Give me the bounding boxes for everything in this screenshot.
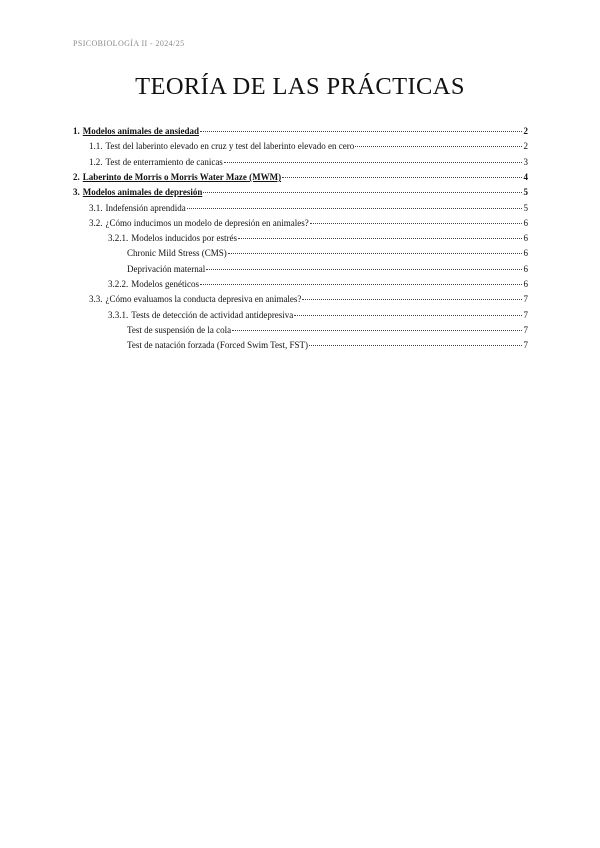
toc-dot-leader <box>228 244 522 254</box>
toc-entry-number: 1.2. <box>89 156 103 167</box>
toc-entry-title: ¿Cómo inducimos un modelo de depresión en animales? <box>105 217 309 228</box>
toc-page-number: 5 <box>523 187 528 198</box>
toc-dot-leader <box>302 290 522 300</box>
toc-entry-title: Deprivación maternal <box>127 263 206 274</box>
toc-entry-number: 3.2.2. <box>108 279 129 289</box>
toc-dot-leader <box>200 122 522 132</box>
toc-dot-leader <box>200 275 522 285</box>
toc-entry[interactable] <box>73 262 528 275</box>
toc-entry[interactable] <box>73 338 528 351</box>
toc-page-number: 7 <box>523 294 528 305</box>
toc-page-number: 5 <box>523 202 528 213</box>
toc-entry[interactable] <box>73 231 528 244</box>
toc-entry[interactable] <box>73 216 528 229</box>
toc-dot-leader <box>206 260 522 270</box>
toc-entry-title: Test del laberinto elevado en cruz y test del laberinto elevado en cero <box>105 141 355 152</box>
toc-dot-leader <box>203 183 522 193</box>
toc-dot-leader <box>309 336 522 346</box>
toc-entry-number: 3.3.1. <box>108 309 129 320</box>
toc-entry[interactable] <box>73 185 528 198</box>
toc-entry-number: 2. <box>73 171 80 182</box>
toc-entry-title: Modelos animales de ansiedad <box>82 126 200 136</box>
toc-page-number: 7 <box>523 324 528 335</box>
toc-entry[interactable] <box>73 124 528 137</box>
toc-dot-leader <box>310 214 522 224</box>
toc-page-number: 6 <box>523 233 528 244</box>
toc-entry-number: 3.2. <box>89 217 103 228</box>
toc-dot-leader <box>294 306 522 316</box>
toc-entry[interactable] <box>73 170 528 183</box>
toc-dot-leader <box>187 199 522 209</box>
running-header: PSICOBIOLOGÍA II - 2024/25 <box>73 39 185 48</box>
toc-page-number: 2 <box>523 126 528 136</box>
toc-dot-leader <box>282 168 522 178</box>
toc-entry-number: 3.1. <box>89 202 103 213</box>
toc-entry[interactable] <box>73 139 528 152</box>
toc-page-number: 7 <box>523 340 528 351</box>
toc-entry-number: 3. <box>73 187 80 198</box>
toc-dot-leader <box>355 137 522 147</box>
toc-entry[interactable] <box>73 155 528 168</box>
toc-entry-title: Tests de detección de actividad antidepresiva <box>131 309 294 320</box>
toc-page-number: 6 <box>523 263 528 274</box>
toc-entry-title: ¿Cómo evaluamos la conducta depresiva en animales? <box>105 294 302 305</box>
toc-entry-title: Modelos genéticos <box>131 279 199 289</box>
toc-dot-leader <box>238 229 522 239</box>
toc-entry-title: Modelos animales de depresión <box>82 187 203 198</box>
toc-page-number: 2 <box>523 141 528 152</box>
toc-entry-title: Laberinto de Morris o Morris Water Maze (MWM) <box>82 171 282 182</box>
toc-entry-title: Chronic Mild Stress (CMS) <box>127 248 227 259</box>
toc-entry[interactable] <box>73 292 528 305</box>
toc-dot-leader <box>224 153 522 163</box>
toc-page-number: 3 <box>523 156 528 167</box>
toc-entry-number: 1. <box>73 126 80 136</box>
toc-entry-title: Modelos inducidos por estrés <box>131 233 237 244</box>
toc-entry[interactable] <box>73 323 528 336</box>
toc-entry-title: Test de natación forzada (Forced Swim Test, FST) <box>127 340 309 351</box>
toc-entry-title: Indefensión aprendida <box>105 202 186 213</box>
toc-entry-title: Test de suspensión de la cola <box>127 324 232 335</box>
toc-page-number: 7 <box>523 309 528 320</box>
toc-page-number: 6 <box>523 248 528 259</box>
toc-entry[interactable] <box>73 308 528 321</box>
toc-entry-number: 1.1. <box>89 141 103 152</box>
toc-entry[interactable] <box>73 201 528 214</box>
toc-entry[interactable] <box>73 246 528 259</box>
toc-page-number: 4 <box>523 171 528 182</box>
toc-entry-number: 3.2.1. <box>108 233 129 244</box>
toc-entry-title: Test de enterramiento de canicas <box>105 156 223 167</box>
document-title: TEORÍA DE LAS PRÁCTICAS <box>135 73 465 100</box>
toc-entry[interactable] <box>73 277 528 290</box>
toc-entry-number: 3.3. <box>89 294 103 305</box>
toc-page-number: 6 <box>523 217 528 228</box>
toc-page-number: 6 <box>523 279 528 289</box>
toc-dot-leader <box>232 321 522 331</box>
